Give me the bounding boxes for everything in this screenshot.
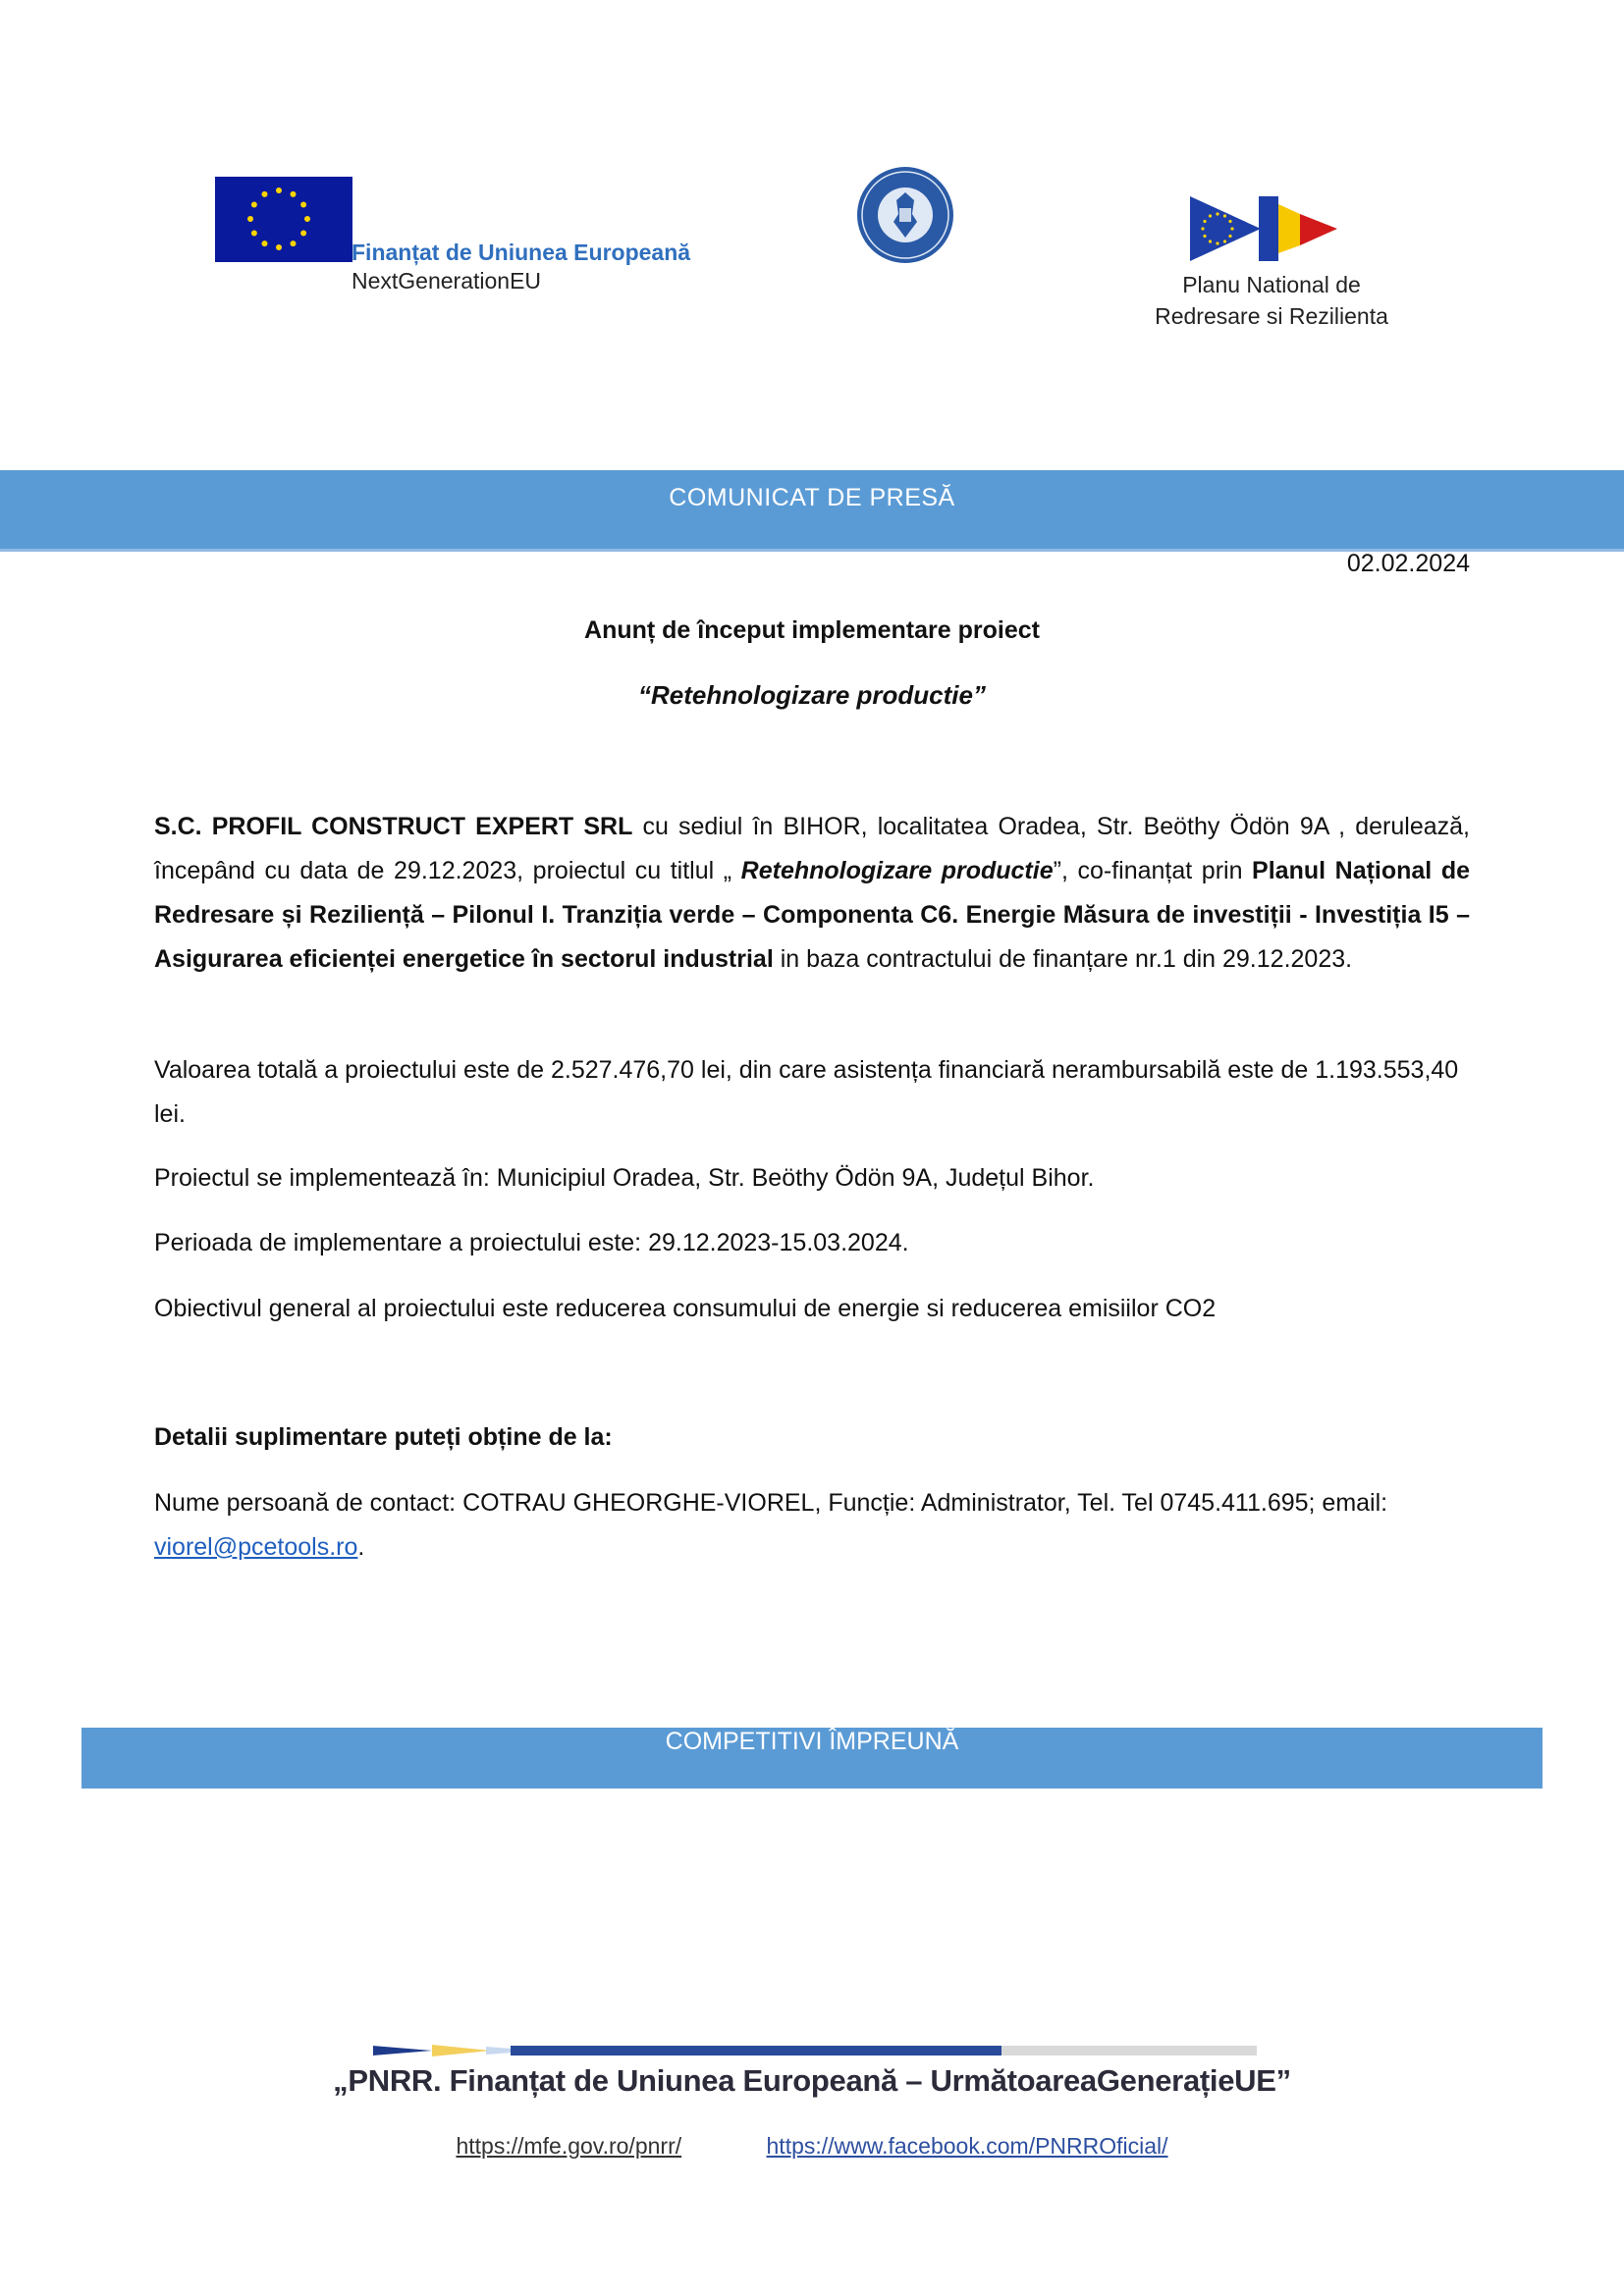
contact-heading: Detalii suplimentare puteți obține de la: (154, 1423, 613, 1451)
intro-text-c: in baza contractului de finanțare nr.1 din 29.12.2023. (773, 945, 1353, 973)
star-icon (1203, 235, 1206, 238)
release-date: 02.02.2024 (1346, 550, 1470, 577)
funding-program: Planul Național de Redresare și Reziliență – Pilonul I. Tranziția verde – Componenta C6. Energie Măsura de investiții - Investiția I5 – Asigurarea eficienței energetice în sectorul industrial (154, 857, 1471, 973)
contact-end: . (357, 1533, 365, 1561)
intro-text-b: ”, co-finanțat prin (1053, 857, 1253, 884)
paragraph-objective: Obiectivul general al proiectului este reducerea consumului de energie si reducerea emisiilor CO2 (154, 1295, 1217, 1322)
star-icon (276, 187, 282, 193)
project-title: “Retehnologizare productie” (638, 680, 986, 710)
footer-links (0, 2133, 1624, 2160)
star-icon (1223, 240, 1226, 242)
eu-flag-logo (215, 177, 352, 262)
pnrr-logo-text (1129, 269, 1414, 332)
star-icon (1230, 227, 1233, 230)
star-icon (1216, 241, 1218, 244)
pnrr-logo-line1: Planu National de (1182, 272, 1361, 297)
eu-logo-line1: Finanțat de Uniunea Europeană (352, 240, 691, 265)
banner-bottom-title: COMPETITIVI ÎMPREUNĂ (665, 1728, 959, 1755)
star-icon (262, 240, 268, 246)
press-release-banner (0, 470, 1624, 552)
paragraph-period: Perioada de implementare a proiectului este: 29.12.2023-15.03.2024. (154, 1229, 909, 1256)
paragraph-location: Proiectul se implementează în: Municipiul Oradea, Str. Beöthy Ödön 9A, Județul Bihor. (154, 1164, 1095, 1192)
eu-funding-logo-text (352, 239, 690, 295)
star-icon (291, 191, 297, 197)
eu-stars-icon (215, 177, 352, 262)
mfe-link[interactable]: https://mfe.gov.ro/pnrr/ (456, 2133, 682, 2159)
intro-project-title: Retehnologizare productie (740, 857, 1054, 884)
star-icon (1201, 227, 1204, 230)
contact-email-link[interactable]: viorel@pcetools.ro (154, 1533, 358, 1561)
star-icon (1209, 214, 1212, 217)
contact-text: Nume persoană de contact: COTRAU GHEORGHE-VIOREL, Funcție: Administrator, Tel. Tel 0745.411.695; email: (154, 1489, 1388, 1517)
star-icon (1228, 220, 1231, 223)
footer-slogan: „PNRR. Finanțat de Uniunea Europeană – UrmătoareaGenerațieUE” (333, 2063, 1291, 2098)
star-icon (262, 191, 268, 197)
facebook-link[interactable]: https://www.facebook.com/PNRROficial/ (766, 2133, 1168, 2159)
government-seal-logo (855, 165, 955, 265)
competitivi-banner (81, 1728, 1543, 1789)
star-icon (247, 216, 253, 222)
headline: Anunț de început implementare proiect (584, 616, 1040, 644)
star-icon (300, 202, 306, 208)
company-name: S.C. PROFIL CONSTRUCT EXPERT SRL (154, 813, 633, 840)
star-icon (300, 231, 306, 237)
star-icon (291, 240, 297, 246)
star-icon (1216, 212, 1218, 215)
star-icon (251, 231, 257, 237)
star-icon (304, 216, 310, 222)
pnrr-logo-line2: Redresare si Rezilienta (1155, 303, 1388, 330)
paragraph-value: Valoarea totală a proiectului este de 2.527.476,70 lei, din care asistența financiară nerambursabilă este de 1.193.553,40 lei. (154, 1056, 1459, 1128)
footer-arrow-bar (373, 2044, 1257, 2057)
star-icon (251, 202, 257, 208)
intro-text-a: cu sediul în BIHOR, localitatea Oradea, Str. Beöthy Ödön 9A , derulează, începând cu data de 29.12.2023, proiectul cu titlul „ (154, 813, 1470, 884)
contact-details (154, 1481, 1470, 1570)
paragraph-intro (154, 805, 1470, 982)
star-icon (276, 244, 282, 250)
star-icon (1223, 214, 1226, 217)
eu-logo-line2: NextGenerationEU (352, 267, 542, 294)
star-icon (1228, 235, 1231, 238)
star-icon (1209, 240, 1212, 242)
pnrr-flag-logo (1190, 196, 1343, 261)
star-icon (1203, 220, 1206, 223)
banner-title: COMUNICAT DE PRESĂ (669, 484, 955, 511)
